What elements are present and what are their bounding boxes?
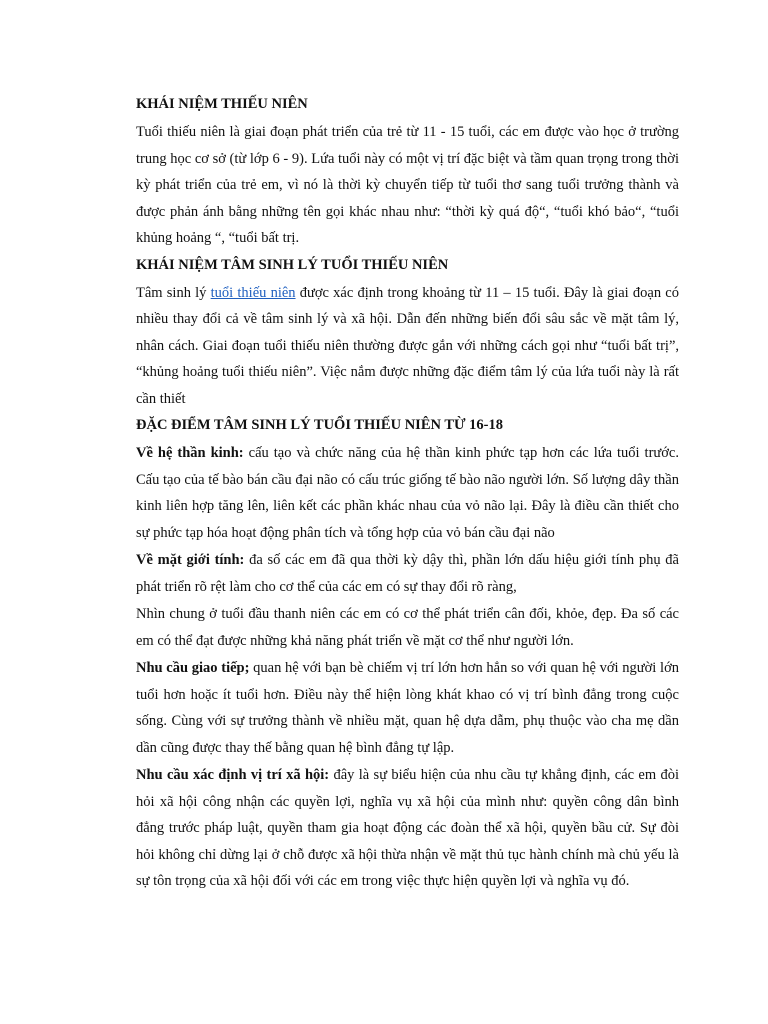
- paragraph-lead: Nhu cầu giao tiếp;: [136, 660, 250, 676]
- gender-paragraph: [136, 547, 679, 600]
- social-position-paragraph: [136, 762, 679, 895]
- paragraph-text-before-link: Tâm sinh lý: [136, 284, 211, 301]
- communication-needs-paragraph: [136, 655, 679, 761]
- paragraph-lead: Về hệ thần kinh:: [136, 445, 244, 461]
- section-heading-2: KHÁI NIỆM TÂM SINH LÝ TUỔI THIẾU NIÊN: [136, 256, 449, 273]
- paragraph-text: cấu tạo và chức năng của hệ thần kinh phức tạp hơn các lứa tuổi trước. Cấu tạo của tế bào bán cầu đại não có cấu trúc giống tế bào não người lớn. Số lượng dây thần kinh liên hợp tăng lên, liên kết các phần khác nhau của vỏ não lại. Đây là điều cần thiết cho sự phức tạp hóa hoạt động phân tích và tổng hợp của vỏ bán cầu đại não: [136, 445, 679, 541]
- nervous-system-paragraph: [136, 440, 679, 546]
- section-2-paragraph-1: [136, 280, 679, 413]
- tuoi-thieu-nien-link[interactable]: tuổi thiếu niên: [210, 284, 296, 301]
- paragraph-text: đa số các em đã qua thời kỳ dậy thì, phần lớn dấu hiệu giới tính phụ đã phát triển rõ rệt làm cho cơ thể của các em có sự thay đổi rõ ràng,: [136, 552, 679, 595]
- paragraph-lead: Nhu cầu xác định vị trí xã hội:: [136, 767, 330, 783]
- paragraph-text: Tuổi thiếu niên là giai đoạn phát triển của trẻ từ 11 - 15 tuổi, các em được vào học ở trường trung học cơ sở (từ lớp 6 - 9). Lứa tuổi này có một vị trí đặc biệt và tầm quan trọng trong thời kỳ phát triển của trẻ em, vì nó là thời kỳ chuyển tiếp từ tuổi thơ sang tuổi trưởng thành và được phản ánh bằng những tên gọi khác nhau như: “thời kỳ quá độ“, “tuổi khó bảo“, “tuổi khủng hoảng “, “tuổi bất trị.: [136, 124, 679, 246]
- section-heading-1: KHÁI NIỆM THIẾU NIÊN: [136, 96, 308, 112]
- general-development-paragraph: [136, 601, 679, 654]
- paragraph-text: quan hệ với bạn bè chiếm vị trí lớn hơn hẳn so với quan hệ với người lớn tuổi hơn hoặc ít tuổi hơn. Điều này thể hiện lòng khát khao có vị trí bình đẳng trong cuộc sống. Cùng với sự trưởng thành về nhiều mặt, quan hệ dựa dẫm, phụ thuộc vào cha mẹ dần dần cũng được thay thế bằng quan hệ bình đẳng tự lập.: [136, 660, 679, 756]
- paragraph-text-after-link: được xác định trong khoảng từ 11 – 15 tuổi. Đây là giai đoạn có nhiều thay đổi cả về tâm sinh lý và xã hội. Dẫn đến những biến đổi sâu sắc về mặt tâm lý, nhân cách. Giai đoạn tuổi thiếu niên thường được gắn với những cách gọi như “tuổi bất trị”, “khủng hoảng tuổi thiếu niên”. Việc nắm được những đặc điểm tâm lý của lứa tuổi này là rất cần thiết: [136, 284, 679, 407]
- document-page: [136, 92, 679, 896]
- section-1-paragraph-1: [136, 119, 679, 252]
- paragraph-text: Nhìn chung ở tuổi đầu thanh niên các em có cơ thể phát triển cân đối, khỏe, đẹp. Đa số các em có thể đạt được những khả năng phát triển về mặt cơ thể như người lớn.: [136, 606, 679, 649]
- section-heading-3: ĐẶC ĐIỂM TÂM SINH LÝ TUỔI THIẾU NIÊN TỪ 16-18: [136, 417, 503, 433]
- paragraph-lead: Về mặt giới tính:: [136, 552, 245, 568]
- paragraph-text: đây là sự biểu hiện của nhu cầu tự khẳng định, các em đòi hỏi xã hội công nhận các quyền lợi, nghĩa vụ xã hội của mình như: quyền công dân bình đẳng trước pháp luật, quyền tham gia hoạt động các đoàn thể xã hội, quyền bầu cử. Sự đòi hỏi không chỉ dừng lại ở chỗ được xã hội thừa nhận về mặt thủ tục hành chính mà chủ yếu là sự tôn trọng của xã hội đối với các em trong việc thực hiện quyền lợi và nghĩa vụ đó.: [136, 767, 680, 889]
